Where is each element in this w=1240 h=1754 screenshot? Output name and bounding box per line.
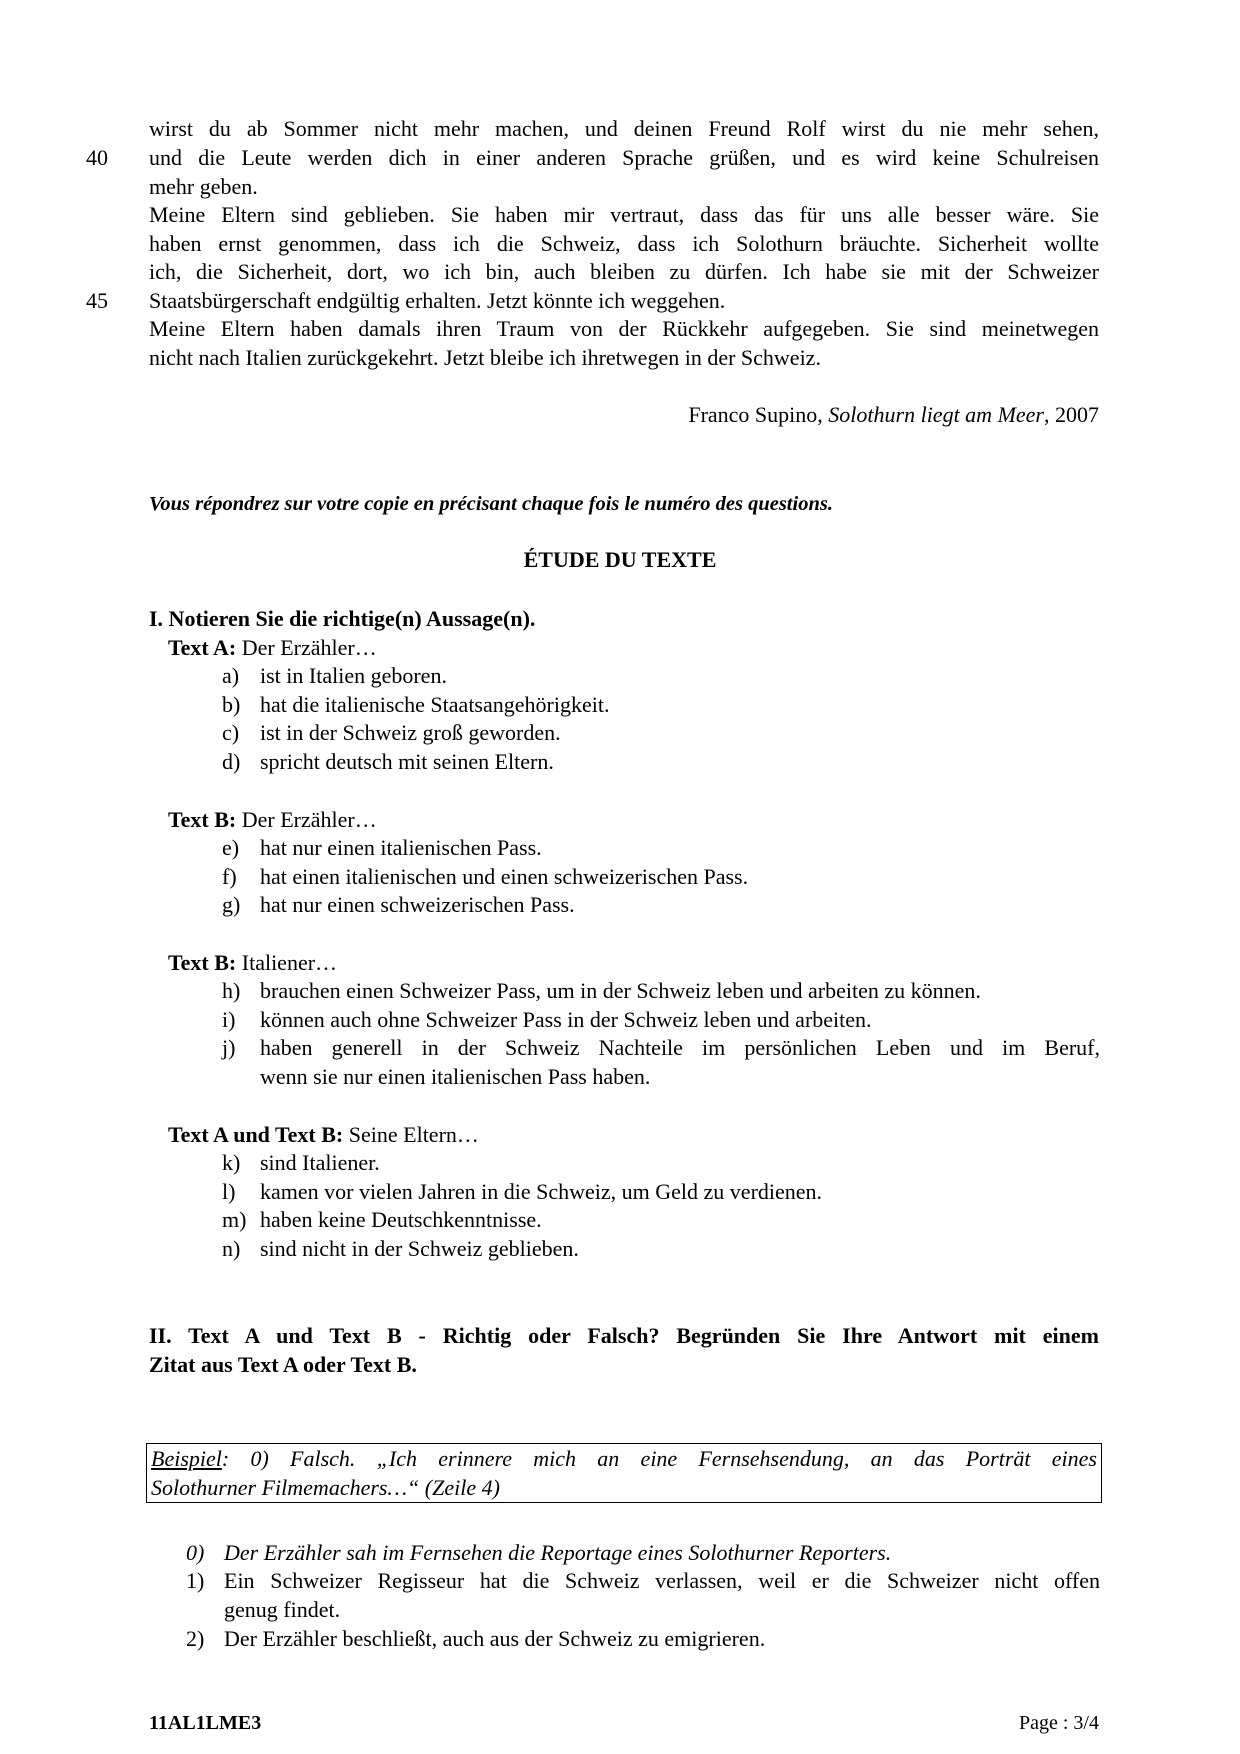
option-text: ist in der Schweiz groß geworden. [260, 720, 561, 745]
byline-author: Franco Supino, [688, 402, 829, 427]
option-letter: b) [222, 692, 241, 717]
statement-number: 1) [186, 1568, 205, 1593]
question-2-heading [149, 1321, 1099, 1379]
group-label [168, 1120, 479, 1149]
statement-text: Der Erzähler beschließt, auch aus der Schweiz zu emigrieren. [224, 1626, 766, 1651]
option-text: brauchen einen Schweizer Pass, um in der Schweiz leben und arbeiten zu können. [260, 978, 981, 1003]
option-text: hat die italienische Staatsangehörigkeit. [260, 692, 610, 717]
option-text: hat nur einen italienischen Pass. [260, 835, 542, 860]
option-letter: d) [222, 749, 241, 774]
group-source: Text A: [168, 635, 237, 660]
question-1-heading: I. Notieren Sie die richtige(n) Aussage(n). [149, 606, 536, 631]
passage-line: wirst du ab Sommer nicht mehr machen, und deinen Freund Rolf wirst du nie mehr sehen, [149, 116, 1099, 141]
passage-line: nicht nach Italien zurückgekehrt. Jetzt bleibe ich ihretwegen in der Schweiz. [149, 345, 821, 370]
group-subject: Der Erzähler… [236, 635, 377, 660]
statement-text-line: Ein Schweizer Regisseur hat die Schweiz verlassen, weil er die Schweizer nicht offen [224, 1568, 1100, 1593]
option-text: spricht deutsch mit seinen Eltern. [260, 749, 554, 774]
passage-line: haben ernst genommen, dass ich die Schweiz, dass ich Solothurn bräuchte. Sicherheit wollte [149, 231, 1099, 256]
option-text-line: haben generell in der Schweiz Nachteile im persönlichen Leben und im Beruf, [260, 1035, 1100, 1060]
section-title: ÉTUDE DU TEXTE [523, 547, 717, 572]
example-text: : 0) Falsch. „Ich erinnere mich an eine Fernsehsendung, an das Porträt eines [221, 1446, 1097, 1471]
option-letter: j) [222, 1035, 236, 1060]
statement-number: 0) [186, 1540, 205, 1565]
passage-line: und die Leute werden dich in einer anderen Sprache grüßen, und es wird keine Schulreisen [149, 145, 1099, 170]
option-letter: i) [222, 1007, 236, 1032]
option-text: haben keine Deutschkenntnisse. [260, 1207, 542, 1232]
option-letter: k) [222, 1150, 241, 1175]
option-letter: e) [222, 835, 240, 860]
option-text: sind Italiener. [260, 1150, 380, 1175]
group-label [168, 948, 337, 977]
passage-line: Staatsbürgerschaft endgültig erhalten. Jetzt könnte ich weggehen. [149, 288, 726, 313]
source-citation [688, 400, 1099, 429]
statement-text-line: genug findet. [224, 1597, 341, 1622]
option-text [260, 1033, 1100, 1091]
option-text: ist in Italien geboren. [260, 663, 447, 688]
group-source: Text B: [168, 807, 237, 832]
statement-number: 2) [186, 1626, 205, 1651]
line-number: 40 [86, 145, 108, 170]
option-letter: f) [222, 864, 237, 889]
option-letter: a) [222, 663, 240, 688]
byline-year: , 2007 [1044, 402, 1099, 427]
option-text: hat einen italienischen und einen schweizerischen Pass. [260, 864, 749, 889]
passage-line: mehr geben. [149, 174, 258, 199]
option-text: hat nur einen schweizerischen Pass. [260, 892, 575, 917]
instruction-text: Vous répondrez sur votre copie en précisant chaque fois le numéro des questions. [149, 493, 833, 515]
option-letter: m) [222, 1207, 247, 1232]
option-text: können auch ohne Schweizer Pass in der Schweiz leben und arbeiten. [260, 1007, 872, 1032]
byline-title: Solothurn liegt am Meer [828, 402, 1044, 427]
option-letter: n) [222, 1236, 241, 1261]
exam-code: 11AL1LME3 [149, 1712, 262, 1734]
question-2-heading-line: Zitat aus Text A oder Text B. [149, 1352, 417, 1377]
group-subject: Der Erzähler… [236, 807, 377, 832]
example-box [146, 1443, 1102, 1503]
group-label [168, 805, 377, 834]
group-subject: Italiener… [236, 950, 338, 975]
statement-text [224, 1566, 1100, 1624]
passage-line: Meine Eltern haben damals ihren Traum von der Rückkehr aufgegeben. Sie sind meinetwegen [149, 316, 1099, 341]
example-line: Solothurner Filmemachers…“ (Zeile 4) [151, 1475, 500, 1500]
group-label [168, 633, 377, 662]
group-source: Text A und Text B: [168, 1122, 344, 1147]
page-number: Page : 3/4 [1019, 1712, 1099, 1734]
passage-line: ich, die Sicherheit, dort, wo ich bin, auch bleiben zu dürfen. Ich habe sie mit der Schweizer [149, 259, 1099, 284]
passage-line: Meine Eltern sind geblieben. Sie haben mir vertraut, dass das für uns alle besser wäre. Sie [149, 202, 1099, 227]
option-letter: l) [222, 1179, 236, 1204]
example-line [151, 1444, 1097, 1473]
line-number: 45 [86, 288, 108, 313]
option-text-line: wenn sie nur einen italienischen Pass haben. [260, 1064, 651, 1089]
example-label: Beispiel [151, 1446, 222, 1471]
group-source: Text B: [168, 950, 237, 975]
option-letter: c) [222, 720, 240, 745]
option-text: kamen vor vielen Jahren in die Schweiz, um Geld zu verdienen. [260, 1179, 823, 1204]
option-text: sind nicht in der Schweiz geblieben. [260, 1236, 579, 1261]
option-letter: g) [222, 892, 241, 917]
group-subject: Seine Eltern… [343, 1122, 479, 1147]
question-2-heading-line: II. Text A und Text B - Richtig oder Falsch? Begründen Sie Ihre Antwort mit einem [149, 1323, 1099, 1348]
option-letter: h) [222, 978, 241, 1003]
statement-text: Der Erzähler sah im Fernsehen die Reportage eines Solothurner Reporters. [224, 1540, 892, 1565]
